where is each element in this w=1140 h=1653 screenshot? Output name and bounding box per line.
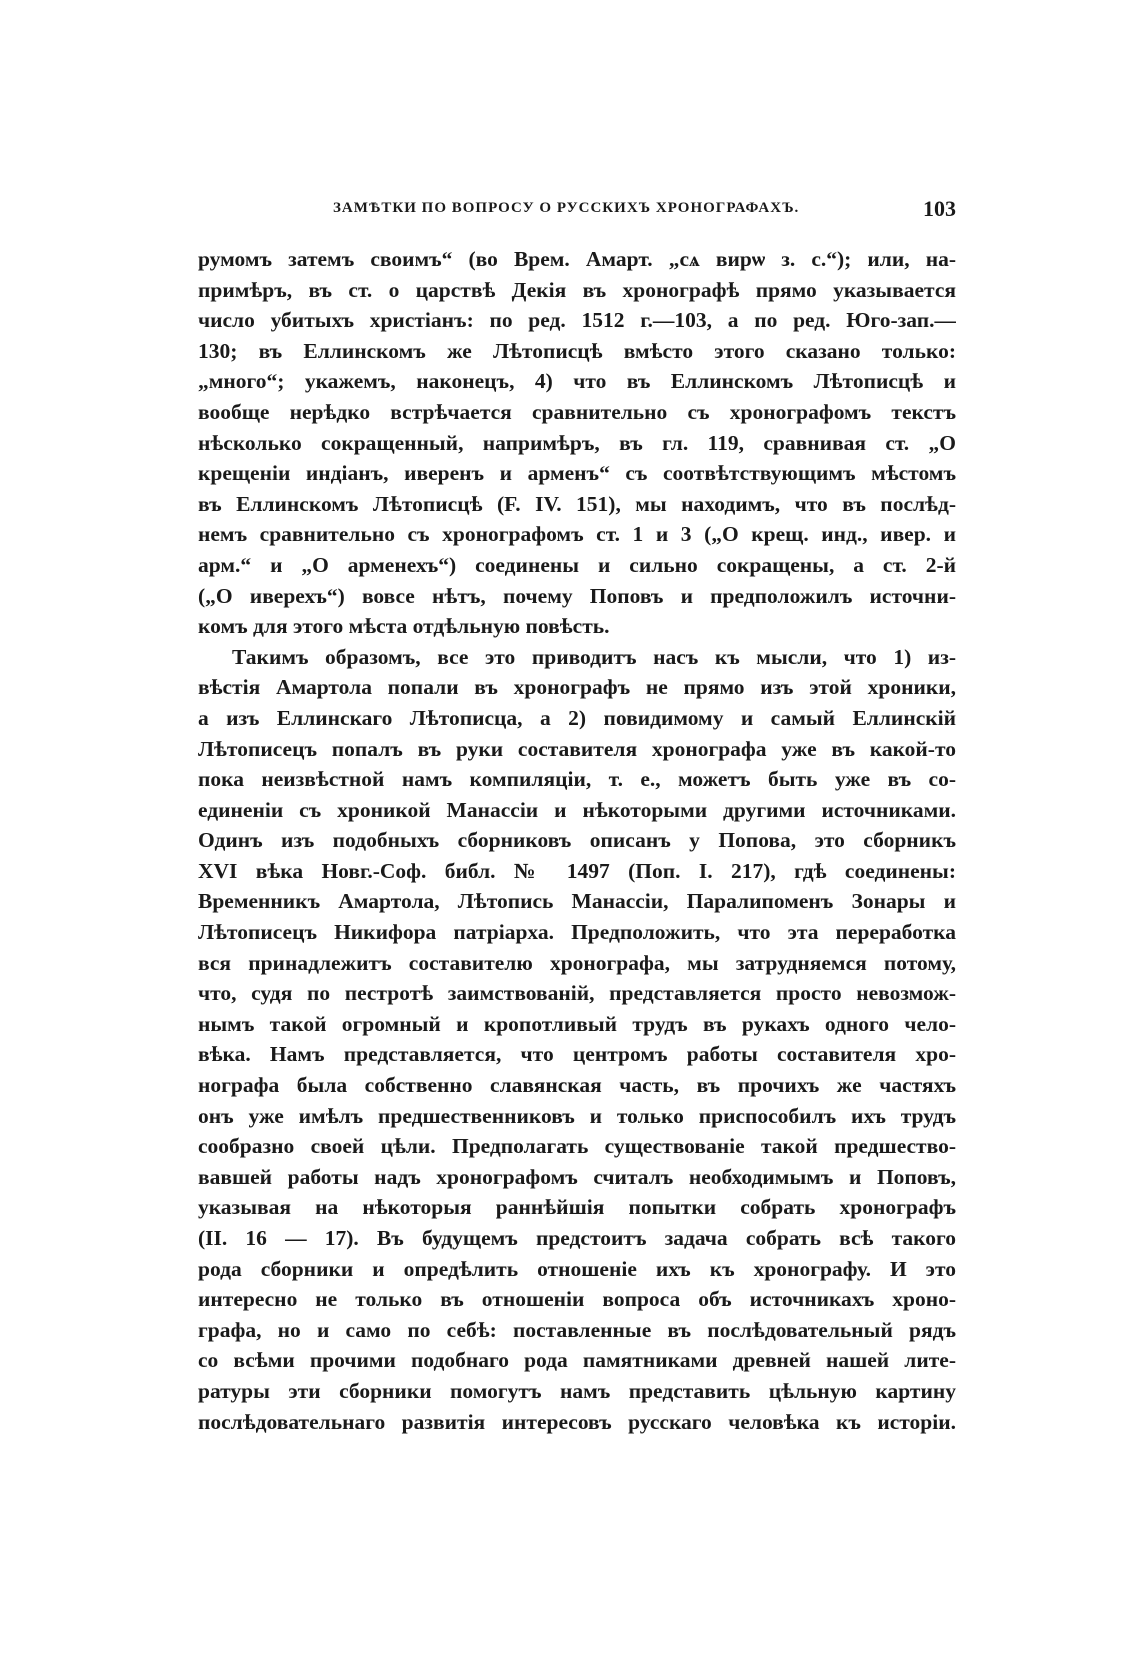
text-line: 130; въ Еллинскомъ же Лѣтописцѣ вмѣсто этого сказано только: (198, 338, 956, 363)
text-line: Лѣтописецъ Никифора патріарха. Предположить, что эта переработка (198, 920, 956, 945)
running-title: ЗАМѢТКИ ПО ВОПРОСУ О РУССКИХЪ ХРОНОГРАФАХЪ. (333, 200, 800, 216)
text-line: нографа была собственно славянская часть, въ прочихъ же частяхъ (198, 1073, 956, 1098)
text-line: указывая на нѣкоторыя раннѣйшія попытки собрать хронографъ (198, 1195, 956, 1220)
text-line: XVI вѣка Новг.-Соф. библ. № 1497 (Поп. I. 217), гдѣ соединены: (198, 858, 956, 883)
body-text (198, 244, 956, 1437)
text-line: нѣсколько сокращенный, напримѣръ, въ гл. 119, сравнивая ст. „О (198, 430, 956, 455)
text-line: вѣка. Намъ представляется, что центромъ работы составителя хро- (198, 1042, 956, 1067)
text-line: комъ для этого мѣста отдѣльную повѣсть. (198, 614, 610, 639)
text-line: вся принадлежитъ составителю хронографа, мы затрудняемся потому, (198, 950, 956, 975)
text-line: въ Еллинскомъ Лѣтописцѣ (F. IV. 151), мы находимъ, что въ послѣд- (198, 491, 956, 516)
text-line: румомъ затемъ своимъ“ (во Врем. Амарт. „сѧ вирѡ з. с.“); или, на- (198, 247, 956, 271)
text-line: интересно не только въ отношеніи вопроса объ источникахъ хроно- (198, 1287, 956, 1312)
text-line: крещеніи индіанъ, иверенъ и арменъ“ съ соотвѣтствующимъ мѣстомъ (198, 461, 956, 486)
text-line: пока неизвѣстной намъ компиляціи, т. е., можетъ быть уже въ со- (198, 767, 956, 792)
text-line: сообразно своей цѣли. Предполагать существованіе такой предшество- (198, 1134, 956, 1159)
text-line: примѣръ, въ ст. о царствѣ Декія въ хронографѣ прямо указывается (198, 277, 956, 302)
text-line: единеніи съ хроникой Манассіи и нѣкоторыми другими источниками. (198, 797, 956, 822)
text-line: („О иверехъ“) вовсе нѣтъ, почему Поповъ и предположилъ источни- (198, 583, 956, 608)
text-line: вѣстія Амартола попали въ хронографъ не прямо изъ этой хроники, (198, 675, 956, 700)
text-line: рода сборники и опредѣлить отношеніе ихъ къ хронографу. И это (198, 1256, 956, 1281)
text-line: Одинъ изъ подобныхъ сборниковъ описанъ у Попова, это сборникъ (198, 828, 956, 853)
text-line: вавшей работы надъ хронографомъ считалъ необходимымъ и Поповъ, (198, 1164, 956, 1189)
text-line: ратуры эти сборники помогутъ намъ представить цѣльную картину (198, 1378, 956, 1403)
page-number: 103 (923, 196, 956, 221)
running-head (198, 196, 956, 226)
text-line: „много“; укажемъ, наконецъ, 4) что въ Еллинскомъ Лѣтописцѣ и (198, 369, 956, 394)
text-line: послѣдовательнаго развитія интересовъ русскаго человѣка къ исторіи. (198, 1409, 956, 1434)
text-line: со всѣми прочими подобнаго рода памятниками древней нашей лите- (198, 1348, 956, 1373)
text-line: арм.“ и „О арменехъ“) соединены и сильно сокращены, а ст. 2-й (198, 552, 956, 577)
text-line: немъ сравнительно съ хронографомъ ст. 1 и 3 („О крещ. инд., ивер. и (198, 522, 956, 547)
text-line: графа, но и само по себѣ: поставленные въ послѣдовательный рядъ (198, 1317, 956, 1342)
text-line: что, судя по пестротѣ заимствованій, представляется просто невозмож- (198, 981, 956, 1006)
text-line: Временникъ Амартола, Лѣтопись Манассіи, Паралипоменъ Зонары и (198, 889, 956, 914)
text-line: Такимъ образомъ, все это приводитъ насъ къ мысли, что 1) из- (232, 644, 956, 669)
text-line: Лѣтописецъ попалъ въ руки составителя хронографа уже въ какой-то (198, 736, 956, 761)
text-line: нымъ такой огромный и кропотливый трудъ въ рукахъ одного чело- (198, 1011, 956, 1036)
text-line: вообще нерѣдко встрѣчается сравнительно съ хронографомъ текстъ (198, 399, 956, 424)
text-line: онъ уже имѣлъ предшественниковъ и только приспособилъ ихъ трудъ (198, 1103, 956, 1128)
text-line: (II. 16 — 17). Въ будущемъ предстоитъ задача собрать всѣ такого (198, 1226, 956, 1250)
text-line: а изъ Еллинскаго Лѣтописца, а 2) повидимому и самый Еллинскій (198, 705, 956, 730)
text-line: число убитыхъ христіанъ: по ред. 1512 г.—103, а по ред. Юго-зап.— (198, 308, 956, 333)
